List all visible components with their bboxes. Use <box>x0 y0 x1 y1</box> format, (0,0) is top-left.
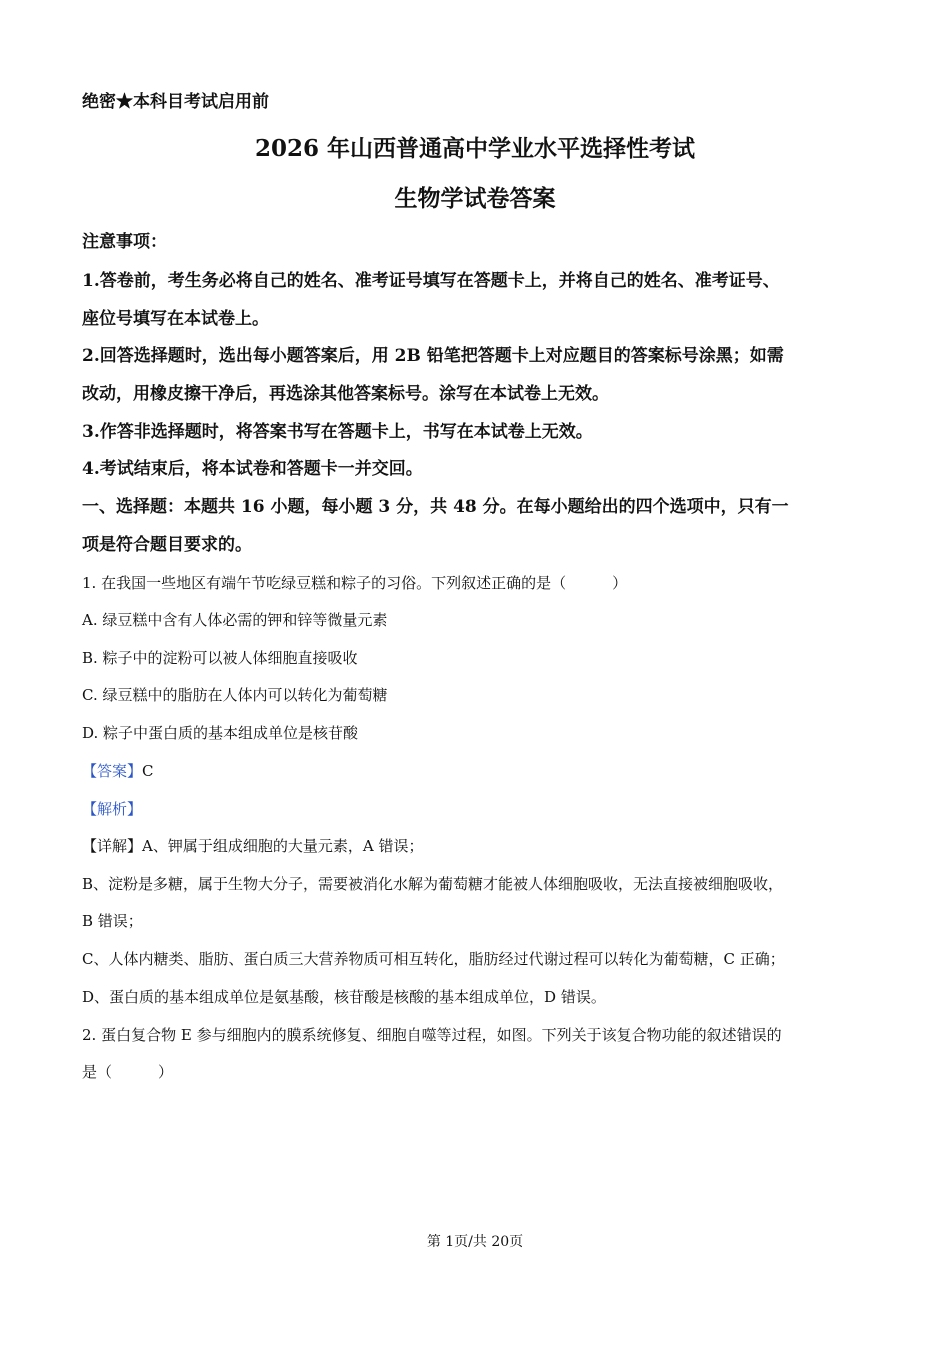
note-4: 4.考试结束后，将本试卷和答题卡一并交回。 <box>82 459 423 479</box>
note-1-line-2: 座位号填写在本试卷上。 <box>82 309 269 329</box>
secret-label: 绝密★本科目考试启用前 <box>82 92 269 112</box>
section-1-line-2: 项是符合题目要求的。 <box>82 535 252 555</box>
page-number: 第 1页/共 20页 <box>426 1234 524 1250</box>
q1-stem-text: 1. 在我国一些地区有端午节吃绿豆糕和粽子的习俗。下列叙述正确的是（ <box>82 574 567 592</box>
q1-option-c: C. 绿豆糕中的脂肪在人体内可以转化为葡萄糖 <box>82 686 388 704</box>
notes-heading: 注意事项： <box>82 232 167 252</box>
q1-stem <box>82 573 627 593</box>
q1-detail-b-line-2: B 错误； <box>82 912 143 930</box>
section-1-line-1: 一、选择题：本题共 16 小题，每小题 3 分，共 48 分。在每小题给出的四个选项中，只有一 <box>82 497 789 517</box>
note-2-line-2: 改动，用橡皮擦干净后，再选涂其他答案标号。涂写在本试卷上无效。 <box>82 384 609 404</box>
q2-stem-line-1: 2. 蛋白复合物 E 参与细胞内的膜系统修复、细胞自噬等过程，如图。下列关于该复合物功能的叙述错误的 <box>82 1026 782 1044</box>
q1-detail-d: D、蛋白质的基本组成单位是氨基酸，核苷酸是核酸的基本组成单位，D 错误。 <box>82 988 606 1006</box>
note-1-line-1: 1.答卷前，考生务必将自己的姓名、准考证号填写在答题卡上，并将自己的姓名、准考证号、 <box>82 271 780 291</box>
q1-answer <box>82 761 154 781</box>
q1-option-a: A. 绿豆糕中含有人体必需的钾和锌等微量元素 <box>82 611 388 629</box>
exam-subtitle: 生物学试卷答案 <box>394 185 556 212</box>
q1-stem-close: ） <box>612 574 628 592</box>
q1-analysis <box>82 799 142 819</box>
q1-detail-c: C、人体内糖类、脂肪、蛋白质三大营养物质可相互转化，脂肪经过代谢过程可以转化为葡萄糖，C 正确； <box>82 950 785 968</box>
detail-a-text: A、钾属于组成细胞的大量元素，A 错误； <box>142 837 424 855</box>
answer-tag: 【答案】 <box>82 762 143 780</box>
note-2-line-1: 2.回答选择题时，选出每小题答案后，用 2B 铅笔把答题卡上对应题目的答案标号涂黑；如需 <box>82 346 784 366</box>
q1-detail-a <box>82 836 423 856</box>
analysis-tag: 【解析】 <box>82 800 143 818</box>
detail-tag: 【详解】 <box>82 837 143 855</box>
q2-stem-line-2 <box>82 1062 173 1082</box>
q1-option-b: B. 粽子中的淀粉可以被人体细胞直接吸收 <box>82 649 358 667</box>
note-3: 3.作答非选择题时，将答案书写在答题卡上，书写在本试卷上无效。 <box>82 422 593 442</box>
answer-value: C <box>142 762 154 780</box>
q1-detail-b-line-1: B、淀粉是多糖，属于生物大分子，需要被消化水解为葡萄糖才能被人体细胞吸收，无法直接被细胞吸收， <box>82 875 784 893</box>
q1-option-d: D. 粽子中蛋白质的基本组成单位是核苷酸 <box>82 724 359 742</box>
q2-stem-close: ） <box>158 1063 174 1081</box>
q2-stem-text: 是（ <box>82 1063 113 1081</box>
exam-title: 2026 年山西普通高中学业水平选择性考试 <box>254 135 696 162</box>
